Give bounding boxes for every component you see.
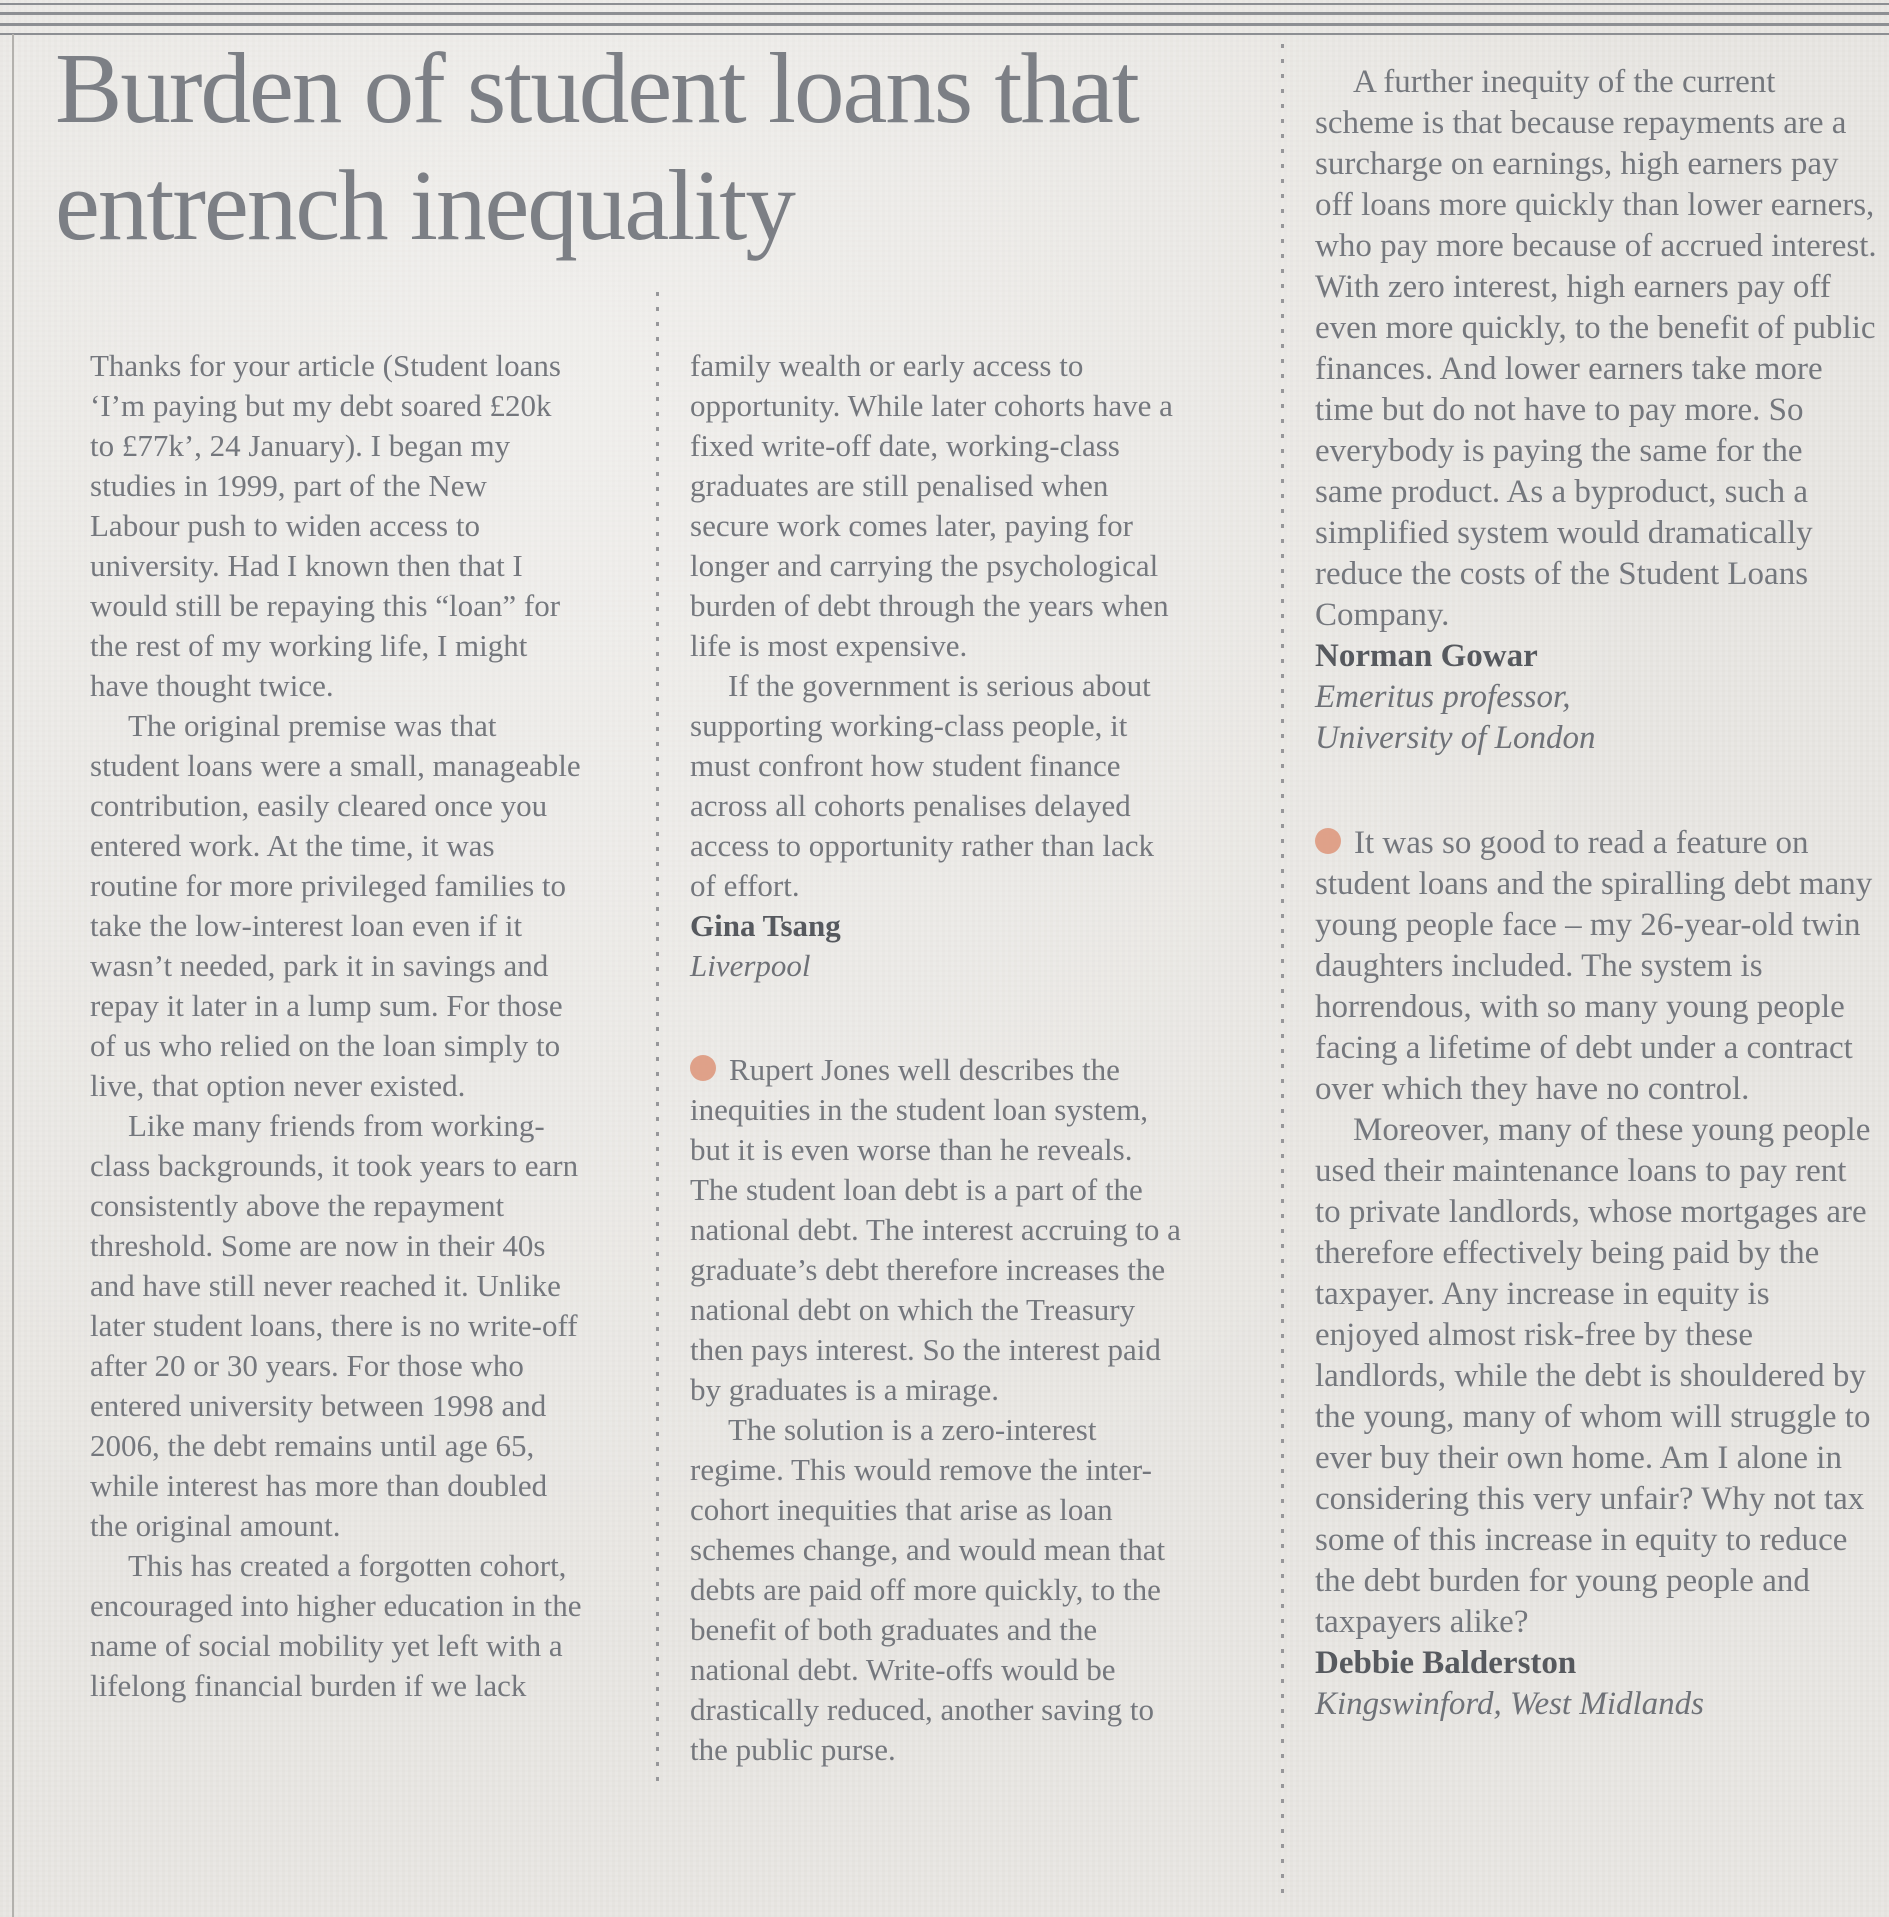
- paragraph: A further inequity of the current scheme is that because repayments are a surcharge on earnings, high earners pay off loans more quickly than lower earners, who pay more because of accrued interest. With zero interest, high earners pay off even more quickly, to the benefit of public finances. And lower earners take more time but do not have to pay more. So everybody is paying the same for the same product. As a byproduct, such a simplified system would dramatically reduce the costs of the Student Loans Company.: [1315, 64, 1877, 633]
- signature-name: Norman Gowar: [1315, 638, 1538, 674]
- paragraph-text: Rupert Jones well describes the inequities in the student loan system, but it is even worse than he reveals. The student loan debt is a part of the national debt. The interest accruing to a graduate’s debt therefore increases the national debt on which the Treasury then pays interest. So the interest paid by graduates is a mirage.: [690, 1052, 1181, 1407]
- masthead-rule: [0, 3, 1889, 5]
- paragraph: The solution is a zero-interest regime. This would remove the inter-cohort inequities that arise as loan schemes change, and would mean that debts are paid off more quickly, to the benefit of both graduates and the national debt. Write-offs would be drastically reduced, another saving to the public purse.: [690, 1412, 1166, 1767]
- masthead-rule: [0, 23, 1889, 26]
- paragraph: Moreover, many of these young people used their maintenance loans to pay rent to private landlords, whose mortgages are therefore effectively being paid by the taxpayer. Any increase in equity is enjoyed almost risk-free by these landlords, while the debt is shouldered by the young, many of whom will struggle to ever buy their own home. Am I alone in considering this very unfair? Why not tax some of this increase in equity to reduce the debt burden for young people and taxpayers alike?: [1315, 1112, 1871, 1640]
- letter-gap: [1315, 759, 1877, 823]
- letter-gap: [690, 986, 1182, 1050]
- paragraph: [690, 1050, 1182, 1410]
- text-column-1: [90, 346, 582, 1706]
- column-divider: [656, 292, 659, 1790]
- paragraph: The original premise was that student loans were a small, manageable contribution, easily cleared once you entered work. At the time, it was routine for more privileged families to take the low-interest loan even if it wasn’t needed, park it in savings and repay it later in a lump sum. For those of us who relied on the loan simply to live, that option never existed.: [90, 708, 581, 1103]
- signature-name: Debbie Balderston: [1315, 1645, 1577, 1681]
- paragraph: Thanks for your article (Student loans ‘I’m paying but my debt soared £20k to £77k’, 24 January). I began my studies in 1999, part of the New Labour push to widen access to university. Had I known then that I would still be repaying this “loan” for the rest of my working life, I might have thought twice.: [90, 348, 561, 703]
- signature-location: Emeritus professor,: [1315, 679, 1571, 715]
- signature-location: Liverpool: [690, 948, 811, 983]
- text-column-3: [1315, 62, 1877, 1725]
- paragraph: family wealth or early access to opportunity. While later cohorts have a fixed write-off date, working-class graduates are still penalised when secure work comes later, paying for longer and carrying the psychological burden of debt through the years when life is most expensive.: [690, 348, 1173, 663]
- letter-bullet-icon: [1315, 828, 1341, 854]
- paragraph: This has created a forgotten cohort, encouraged into higher education in the name of social mobility yet left with a lifelong financial burden if we lack: [90, 1548, 582, 1703]
- masthead-rule: [0, 12, 1889, 15]
- signature-name: Gina Tsang: [690, 908, 841, 943]
- paragraph: [1315, 823, 1877, 1110]
- left-margin-rule: [12, 34, 14, 1917]
- paragraph: If the government is serious about supporting working-class people, it must confront how student finance across all cohorts penalises delayed access to opportunity rather than lack of effort.: [690, 668, 1154, 903]
- text-column-2: [690, 346, 1182, 1770]
- paragraph: Like many friends from working-class backgrounds, it took years to earn consistently above the repayment threshold. Some are now in their 40s and have still never reached it. Unlike later student loans, there is no write-off after 20 or 30 years. For those who entered university between 1998 and 2006, the debt remains until age 65, while interest has more than doubled the original amount.: [90, 1108, 579, 1543]
- signature-location: Kingswinford, West Midlands: [1315, 1686, 1705, 1722]
- signature-location: University of London: [1315, 720, 1596, 756]
- column-divider: [1281, 44, 1284, 1900]
- letter-bullet-icon: [690, 1055, 716, 1081]
- article-headline: Burden of student loans that entrench inequality: [55, 32, 1138, 261]
- paragraph-text: It was so good to read a feature on student loans and the spiralling debt many young people face – my 26-year-old twin daughters included. The system is horrendous, with so many young people facing a lifetime of debt under a contract over which they have no control.: [1315, 825, 1873, 1107]
